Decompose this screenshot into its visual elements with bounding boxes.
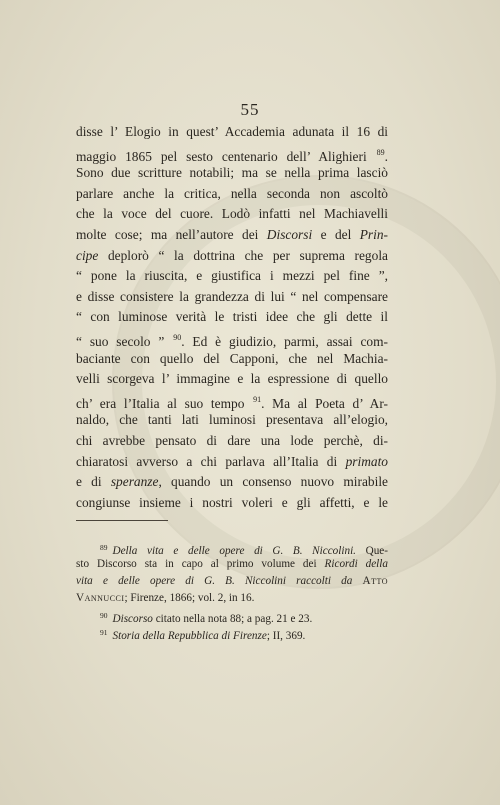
text-run: velli scorgeva l’ immagine e la espressione di quello bbox=[76, 371, 388, 387]
text-run bbox=[352, 575, 362, 587]
italic-text-run: cipe bbox=[76, 247, 99, 263]
text-run: e del bbox=[312, 226, 360, 242]
text-run: naldo, che tanti lati luminosi presentava all’elogio, bbox=[76, 412, 388, 428]
body-text-line bbox=[76, 369, 388, 390]
italic-text-run: Della vita e delle opere di G. B. Niccolini. bbox=[112, 545, 356, 557]
text-run: . Ma al Poeta d’ Ar- bbox=[261, 395, 388, 411]
footnote-line bbox=[76, 539, 388, 556]
italic-text-run: Storia della Repubblica di Firenze bbox=[112, 630, 267, 642]
text-run: che la voce del cuore. Lodò infatti nel Machiavelli bbox=[76, 206, 388, 222]
text-run: . Ed è giudizio, parmi, assai com- bbox=[181, 333, 388, 349]
body-text-line bbox=[76, 204, 388, 225]
italic-text-run: Prin- bbox=[359, 226, 388, 242]
text-run: e disse consistere la grandezza di lui “ nel compensare bbox=[76, 288, 388, 304]
italic-text-run: Discorso bbox=[112, 613, 153, 625]
footnote-separator-rule bbox=[76, 520, 168, 521]
small-caps-text-run: Atto bbox=[362, 575, 389, 587]
text-run: congiunse insieme i nostri voleri e gli affetti, e le bbox=[76, 494, 388, 510]
body-text-line bbox=[76, 328, 388, 349]
footnote-reference: 91 bbox=[253, 394, 262, 404]
italic-text-run: Ricordi della bbox=[324, 558, 388, 570]
small-caps-text-run: Vannucci bbox=[76, 592, 125, 604]
footnotes bbox=[76, 539, 388, 641]
text-run: parlare anche la critica, nella seconda non ascoltò bbox=[76, 185, 388, 201]
text-run: “ con luminose verità le tristi idee che gli dette il bbox=[76, 309, 388, 325]
page-number: 55 bbox=[240, 100, 260, 119]
text-run: . bbox=[384, 148, 388, 164]
text-run: ; II, 369. bbox=[266, 630, 306, 642]
body-text-line bbox=[76, 122, 388, 143]
italic-text-run: vita e delle opere di G. B. Niccolini raccolti da bbox=[76, 575, 353, 587]
body-text-line bbox=[76, 307, 388, 328]
footnote-line bbox=[76, 590, 388, 607]
text-run: “ pone la riuscita, e giustifica i mezzi pel fine ”, bbox=[76, 268, 388, 284]
text-run: deplorò “ la dottrina che per suprema regola bbox=[98, 247, 388, 263]
footnote-line bbox=[76, 556, 388, 573]
body-text-line bbox=[76, 410, 388, 431]
footnote-line bbox=[76, 573, 388, 590]
italic-text-run: Discorsi bbox=[266, 226, 313, 242]
body-text-line bbox=[76, 390, 388, 411]
italic-text-run: primato bbox=[345, 453, 388, 469]
text-run: ch’ era l’Italia al suo tempo bbox=[76, 395, 253, 411]
footnote-reference: 90 bbox=[173, 332, 182, 342]
body-text-line bbox=[76, 163, 388, 184]
body-text-line bbox=[76, 246, 388, 267]
text-run: chi avrebbe pensato di dare una lode perchè, di- bbox=[76, 432, 388, 448]
body-text-line bbox=[76, 493, 388, 514]
text-run: disse l’ Elogio in quest’ Accademia adunata il 16 di bbox=[76, 124, 388, 139]
text-run: Sono due scritture notabili; ma se nella prima lasciò bbox=[76, 165, 388, 181]
text-run: chiaratosi avverso a chi parlava all’Italia di bbox=[76, 453, 346, 469]
body-text-line bbox=[76, 266, 388, 287]
text-run: ; Firenze, 1866; vol. 2, in 16. bbox=[124, 592, 255, 604]
italic-text-run: speranze bbox=[110, 474, 159, 490]
body-text-line bbox=[76, 431, 388, 452]
footnote-reference: 89 bbox=[376, 147, 385, 157]
footnote-line bbox=[76, 624, 388, 641]
body-text-line bbox=[76, 184, 388, 205]
body-text bbox=[76, 122, 388, 513]
footnote-line bbox=[76, 607, 388, 624]
footnote-number: 89 bbox=[100, 543, 108, 552]
text-run: “ suo secolo ” bbox=[76, 333, 173, 349]
text-run: e di bbox=[76, 474, 111, 490]
text-run: sto Discorso sta in capo al primo volume dei bbox=[76, 558, 325, 570]
text-run: citato nella nota 88; a pag. 21 e 23. bbox=[152, 613, 313, 625]
text-run: baciante con quello del Capponi, che nel Machia- bbox=[76, 350, 388, 366]
body-text-line bbox=[76, 452, 388, 473]
footnote-number: 90 bbox=[100, 611, 108, 620]
text-run: Que- bbox=[355, 545, 388, 557]
text-run: maggio 1865 pel sesto centenario dell’ Alighieri bbox=[76, 148, 376, 164]
footnote-number: 91 bbox=[100, 628, 108, 637]
body-text-line bbox=[76, 225, 388, 246]
body-text-line bbox=[76, 349, 388, 370]
body-text-line bbox=[76, 472, 388, 493]
body-text-line bbox=[76, 287, 388, 308]
body-text-line bbox=[76, 143, 388, 164]
text-run: molte cose; ma nell’autore dei bbox=[76, 226, 267, 242]
text-run: , quando un consenso nuovo mirabile bbox=[158, 474, 388, 490]
